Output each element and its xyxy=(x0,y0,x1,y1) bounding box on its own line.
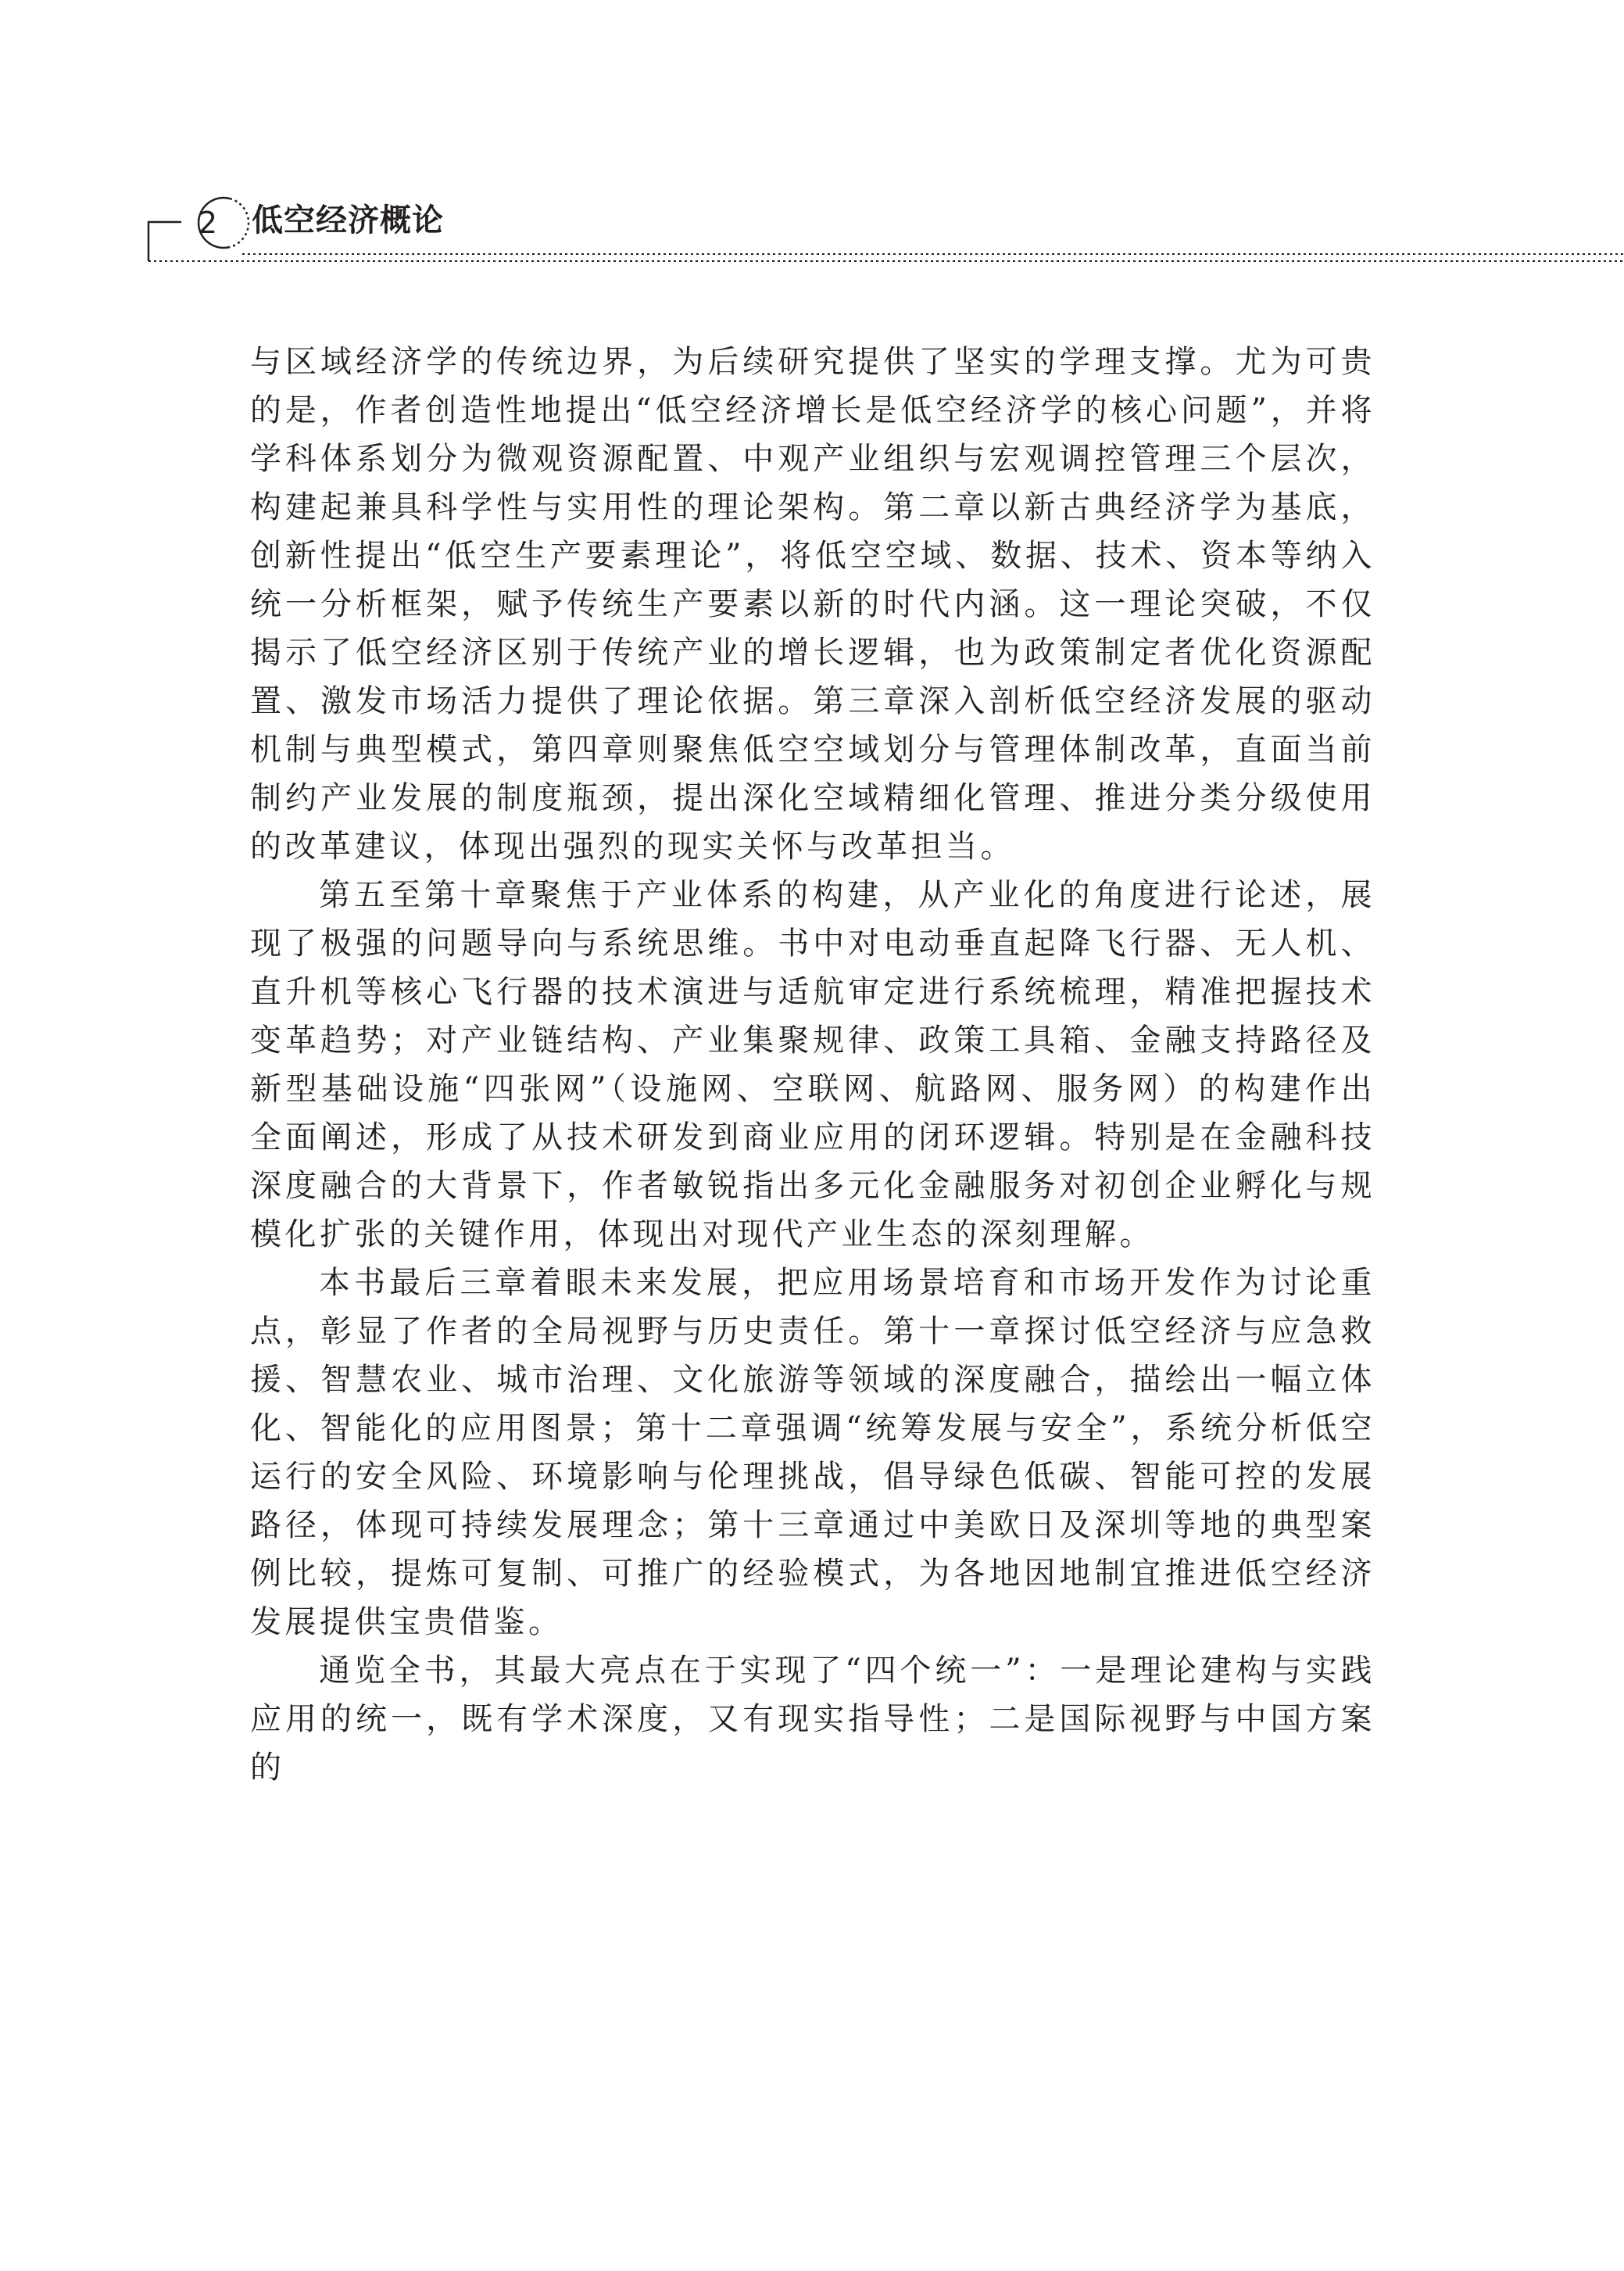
paragraph-1: 与区域经济学的传统边界，为后续研究提供了坚实的学理支撑。尤为可贵的是，作者创造性地提出“低空经济增长是低空经济学的核心问题”，并将学科体系划分为微观资源配置、中观产业组织与宏观调控管理三个层次，构建起兼具科学性与实用性的理论架构。第二章以新古典经济学为基底，创新性提出“低空生产要素理论”，将低空空域、数据、技术、资本等纳入统一分析框架，赋予传统生产要素以新的时代内涵。这一理论突破，不仅揭示了低空经济区别于传统产业的增长逻辑，也为政策制定者优化资源配置、激发市场活力提供了理论依据。第三章深入剖析低空经济发展的驱动机制与典型模式，第四章则聚焦低空空域划分与管理体制改革，直面当前制约产业发展的制度瓶颈，提出深化空域精细化管理、推进分类分级使用的改革建议，体现出强烈的现实关怀与改革担当。 xyxy=(250,344,1375,865)
paragraph-2: 第五至第十章聚焦于产业体系的构建，从产业化的角度进行论述，展现了极强的问题导向与系统思维。书中对电动垂直起降飞行器、无人机、直升机等核心飞行器的技术演进与适航审定进行系统梳理，精准把握技术变革趋势；对产业链结构、产业集聚规律、政策工具箱、金融支持路径及新型基础设施“四张网”（设施网、空联网、航路网、服务网）的构建作出全面阐述，形成了从技术研发到商业应用的闭环逻辑。特别是在金融科技深度融合的大背景下，作者敏锐指出多元化金融服务对初创企业孵化与规模化扩张的关键作用，体现出对现代产业生态的深刻理解。 xyxy=(250,877,1375,1252)
page-number: 2 xyxy=(198,206,218,240)
running-header xyxy=(142,184,1624,263)
paragraph-4: 通览全书，其最大亮点在于实现了“四个统一”：一是理论建构与实践应用的统一，既有学术深度，又有现实指导性；二是国际视野与中国方案的 xyxy=(250,1653,1375,1786)
body-text xyxy=(250,338,1375,1792)
running-title: 低空经济概论 xyxy=(252,202,444,238)
paragraph-3: 本书最后三章着眼未来发展，把应用场景培育和市场开发作为讨论重点，彰显了作者的全局视野与历史责任。第十一章探讨低空经济与应急救援、智慧农业、城市治理、文化旅游等领域的深度融合，描绘出一幅立体化、智能化的应用图景；第十二章强调“统筹发展与安全”，系统分析低空运行的安全风险、环境影响与伦理挑战，倡导绿色低碳、智能可控的发展路径，体现可持续发展理念；第十三章通过中美欧日及深圳等地的典型案例比较，提炼可复制、可推广的经验模式，为各地因地制宜推进低空经济发展提供宝贵借鉴。 xyxy=(250,1265,1375,1640)
